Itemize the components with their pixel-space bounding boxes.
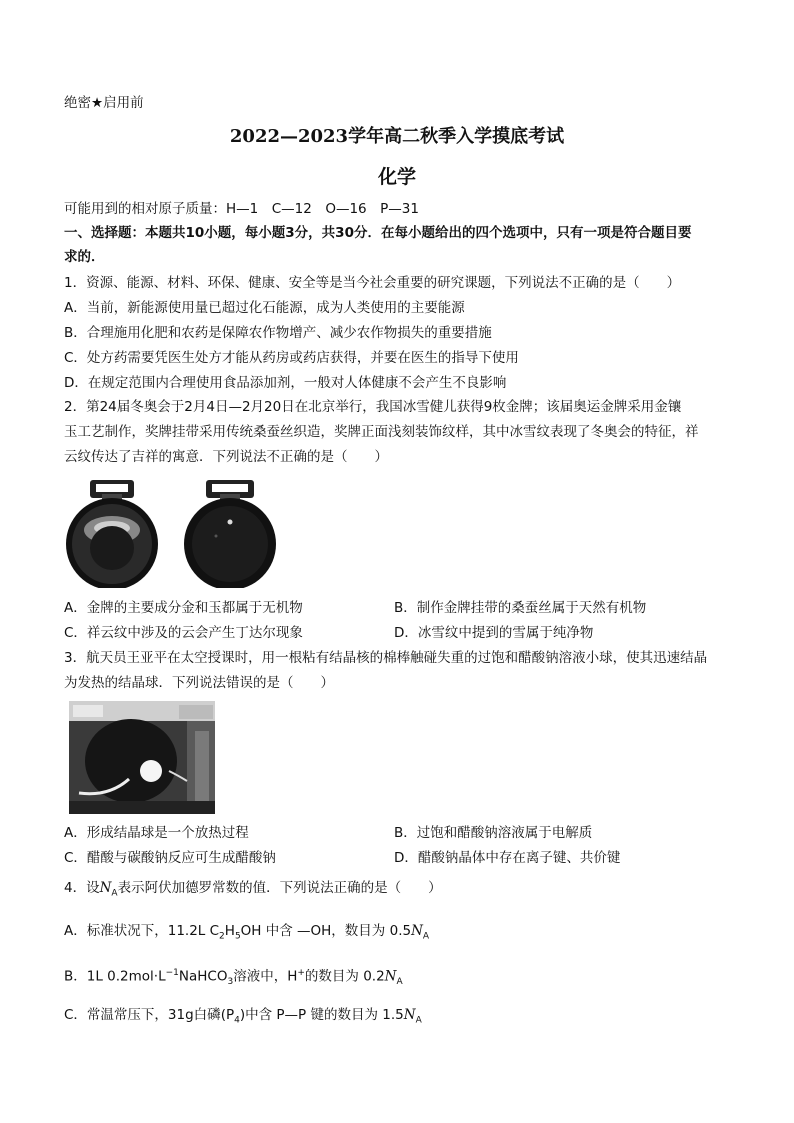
q2-stem-line2: 玉工艺制作，奖牌挂带采用传统桑蚕丝织造，奖牌正面浅刻装饰纹样，其中冰雪纹表现了冬奥会的特征，祥 [64, 424, 699, 440]
q4-b-sub1: 3 [227, 977, 234, 988]
q2-option-c: C．祥云纹中涉及的云会产生丁达尔现象 [64, 625, 303, 641]
q1-option-c: C．处方药需要凭医生处方才能从药房或药店获得，并要在医生的指导下使用 [64, 350, 519, 366]
q2-option-b: B．制作金牌挂带的桑蚕丝属于天然有机物 [394, 600, 647, 616]
q4-a-text3: OH 中含 —OH，数目为 0.5 [240, 923, 412, 939]
q3-option-d: D．醋酸钠晶体中存在离子键、共价键 [394, 850, 621, 866]
q4-a-text1: A．标准状况下，11.2L C [64, 923, 220, 939]
q2-option-a: A．金牌的主要成分金和玉都属于无机物 [64, 600, 303, 616]
q4-b-text3: 溶液中，H [233, 968, 298, 985]
q2-stem-line3: 云纹传达了吉祥的寓意．下列说法不正确的是（ ） [64, 449, 388, 465]
q4-stem-start: 4．设 [64, 880, 100, 896]
q1-option-d: D．在规定范围内合理使用食品添加剂，一般对人体健康不会产生不良影响 [64, 375, 507, 391]
q4-a-sub2: 5 [234, 931, 241, 942]
q4-option-a [64, 922, 429, 946]
q4-stem-end: 表示阿伏加德罗常数的值．下列说法正确的是（ ） [117, 880, 442, 896]
section-heading-line1: 一、选择题：本题共10小题，每小题3分，共30分．在每小题给出的四个选项中，只有一项是符合题目要 [64, 225, 692, 241]
confidential-label: 绝密★启用前 [64, 95, 144, 111]
q4-b-text4: 的数目为 0.2 [304, 968, 385, 985]
q4-a-avogadro-sub: A [422, 931, 430, 942]
atomic-masses: 可能用到的相对原子质量：H—1 C—12 O—16 P—31 [64, 201, 419, 217]
q3-stem-line2: 为发热的结晶球．下列说法错误的是（ ） [64, 675, 334, 691]
q4-b-sup1: −1 [165, 968, 179, 978]
q4-a-text2: H [224, 923, 235, 939]
crystal-ball-photo [69, 701, 215, 814]
subject-title: 化学 [377, 166, 416, 188]
q3-option-c: C．醋酸与碳酸钠反应可生成醋酸钠 [64, 850, 276, 866]
q4-stem [64, 879, 442, 903]
q2-stem-line1: 2．第24届冬奥会于2月4日—2月20日在北京举行，我国冰雪健儿获得9枚金牌；该届奥运金牌采用金镶 [64, 399, 682, 415]
q1-option-a: A．当前，新能源使用量已超过化石能源，成为人类使用的主要能源 [64, 300, 465, 316]
q3-option-b: B．过饱和醋酸钠溶液属于电解质 [394, 825, 593, 841]
q3-stem-line1: 3．航天员王亚平在太空授课时，用一根粘有结晶核的棉棒触碰失重的过饱和醋酸钠溶液小球，使其迅速结晶 [64, 650, 708, 666]
q4-c-avogadro: N [403, 1007, 416, 1023]
avogadro-subscript: A [111, 888, 118, 899]
q1-option-b: B．合理施用化肥和农药是保障农作物增产、减少农作物损失的重要措施 [64, 325, 492, 341]
gold-medal-back-image [180, 478, 280, 588]
q4-c-text3: ) [239, 1007, 246, 1023]
q4-b-sup2: + [297, 968, 305, 978]
q4-b-avogadro: N [384, 968, 397, 985]
q1-stem: 1．资源、能源、材料、环保、健康、安全等是当今社会重要的研究课题，下列说法不正确的是（ ） [64, 275, 681, 291]
q4-c-text1: C．常温常压下，31g白磷 [64, 1007, 221, 1023]
avogadro-symbol: N [99, 880, 112, 896]
q4-c-avogadro-sub: A [415, 1015, 422, 1026]
gold-medal-front-image [62, 478, 162, 588]
q4-a-avogadro: N [411, 923, 423, 939]
q4-option-c [64, 1006, 422, 1030]
q4-c-text4: 中含 P—P 键的数目为 1.5 [245, 1007, 404, 1023]
q4-b-text2: NaHCO [178, 968, 228, 985]
q4-c-sub1: 4 [234, 1015, 240, 1026]
q4-b-avogadro-sub: A [396, 977, 403, 988]
q4-b-text1: B．1L 0.2mol·L [64, 968, 166, 985]
q4-c-text2: (P [220, 1007, 235, 1023]
q2-option-d: D．冰雪纹中提到的雪属于纯净物 [394, 625, 594, 641]
section-heading-line2: 求的． [64, 249, 105, 265]
q4-option-b [64, 964, 403, 991]
q3-option-a: A．形成结晶球是一个放热过程 [64, 825, 249, 841]
q4-a-sub1: 2 [219, 931, 225, 942]
exam-title: 2022—2023学年高二秋季入学摸底考试 [229, 126, 565, 147]
